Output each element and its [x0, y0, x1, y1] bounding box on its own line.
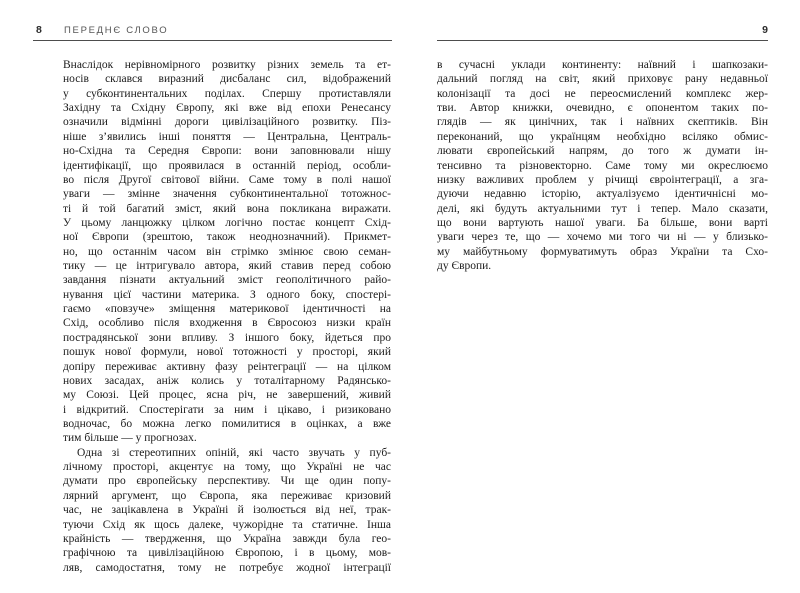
- text-line: уваги — змінне значення субконтинентальної тотожнос-: [63, 188, 391, 201]
- text-line: завдання пізнати актуальний зміст геополітичного райо-: [63, 274, 391, 287]
- page-number: 8: [36, 24, 42, 36]
- text-line: но, що останнім часом він стрімко змінює свою семан-: [63, 245, 391, 258]
- text-line: ті й той багатий зміст, який вона покликана виражати.: [63, 202, 391, 215]
- text-line: допіру переживає активну фазу реінтеграції — на цілком: [63, 360, 391, 373]
- right-page: [433, 0, 800, 593]
- text-line: глядів — як цинічних, так і наївних скептиків. Він: [437, 116, 768, 129]
- text-line: означили відмінні дороги цивілізаційного розвитку. Піз-: [63, 116, 391, 129]
- text-line: у субконтинентальних поділах. Спершу протиставляли: [63, 87, 391, 100]
- text-line: но-Східна та Середня Європи: вони заповнювали нішу: [63, 145, 391, 158]
- text-line: Внаслідок нерівномірного розвитку різних земель та ет-: [63, 59, 391, 71]
- text-line: низку важливих проблем у річищі євроінтеграції, а зга-: [437, 173, 768, 186]
- text-line: і відкритий. Спостерігати за ним і цікаво, і ризиковано: [63, 403, 391, 416]
- text-line: лювати європейський напрям, до того ж думати ін-: [437, 145, 768, 158]
- text-line: водночас, бо можна легко помилитися в оцінках, а вже: [63, 417, 391, 430]
- running-header-title: ПЕРЕДНЄ СЛОВО: [64, 25, 169, 36]
- text-line: делі, які будуть актуальними тут і тепер. Мало сказати,: [437, 202, 768, 215]
- page-body-text: [437, 58, 768, 273]
- text-line: крайність — твердження, що Україна завжди була гео-: [63, 532, 391, 545]
- text-line: Західну та Східну Європу, які вже від епохи Ренесансу: [63, 102, 391, 115]
- text-line: пострадянської зони впливу. З іншого боку, йдеться про: [63, 331, 391, 344]
- paragraph: [63, 58, 391, 446]
- paragraph: [63, 446, 391, 575]
- text-line: графічною та цивілізаційною Європою, і в цьому, мов-: [63, 547, 391, 560]
- header-rule: [33, 40, 392, 41]
- text-line: Схід, особливо після входження в Євросоюз низки країн: [63, 317, 391, 330]
- text-line: му Союзі. Цей процес, ясна річ, не завершений, живий: [63, 389, 391, 402]
- text-line: нових засадах, аніж колись у тоталітарному Радянсько-: [63, 374, 391, 387]
- text-line: тенсивно та різновекторно. Саме тому ми окреслюємо: [437, 159, 768, 172]
- text-line: нування цієї частини материка. З одного боку, спостері-: [63, 288, 391, 301]
- text-line: туючи Схід як щось далеке, чужорідне та статичне. Інша: [63, 518, 391, 531]
- text-line: лічному просторі, акцентує на тому, що Україні не час: [63, 461, 391, 474]
- header-rule: [437, 40, 768, 41]
- text-line: тви. Автор книжки, очевидно, є опонентом таких по-: [437, 102, 768, 115]
- text-line: уваги через те, що — хочемо ми того чи ні — у близько-: [437, 231, 768, 244]
- text-line: ніше з’явились інші поняття — Центральна, Централь-: [63, 130, 391, 143]
- text-line: в сучасні уклади континенту: наївний і шапкозаки-: [437, 59, 768, 71]
- text-line: Одна зі стереотипних опіній, які часто звучать у пуб-: [77, 446, 391, 459]
- text-line: думати про європейську перспективу. Чи ще один попу-: [63, 475, 391, 488]
- text-line: колонізації та досі не переосмислений комплекс жер-: [437, 87, 768, 100]
- text-line: дальний погляд на світ, який приховує рану недавньої: [437, 73, 768, 86]
- text-line: лярний аргумент, що Європа, яка переживає кризовий: [63, 489, 391, 502]
- text-line: ляв, самодостатня, тому не потребує жодної інтеграції: [63, 561, 391, 574]
- text-line: переконаний, що українцям необхідно всіляко обмис-: [437, 130, 768, 143]
- text-line: ідентифікації, що проявилася в останній період, особли-: [63, 159, 391, 172]
- text-line: во після Другої світової війни. Саме тому в полі нашої: [63, 173, 391, 186]
- text-line: ду Європи.: [437, 260, 492, 273]
- text-line: гаємо «повзуче» зміщення материкової ідентичності на: [63, 303, 391, 316]
- paragraph: [437, 58, 768, 273]
- text-line: тику — це інтригувало автора, який ставив перед собою: [63, 260, 391, 273]
- text-line: що вони вартують нашої уваги. Ба більше, вони варті: [437, 216, 768, 229]
- text-line: му майбутньому формуватимуть образ України та Схо-: [437, 245, 768, 258]
- text-line: ної Європи (зрештою, також неоднозначний). Прикмет-: [63, 231, 391, 244]
- text-line: пошук нової формули, нової тотожності у просторі, який: [63, 346, 391, 359]
- page-number: 9: [762, 24, 768, 36]
- text-line: дуючи недавню історію, актуалізуємо ідентичнісні мо-: [437, 188, 768, 201]
- text-line: час, не зацікавлена в Україні й ізолюється від неї, трак-: [63, 504, 391, 517]
- page-body-text: [63, 58, 391, 575]
- text-line: У цьому ланцюжку цілком логічно постає концепт Схід-: [63, 216, 391, 229]
- text-line: носів склався виразний дисбаланс сил, відображений: [63, 73, 391, 86]
- text-line: тим більше — у прогнозах.: [63, 432, 197, 445]
